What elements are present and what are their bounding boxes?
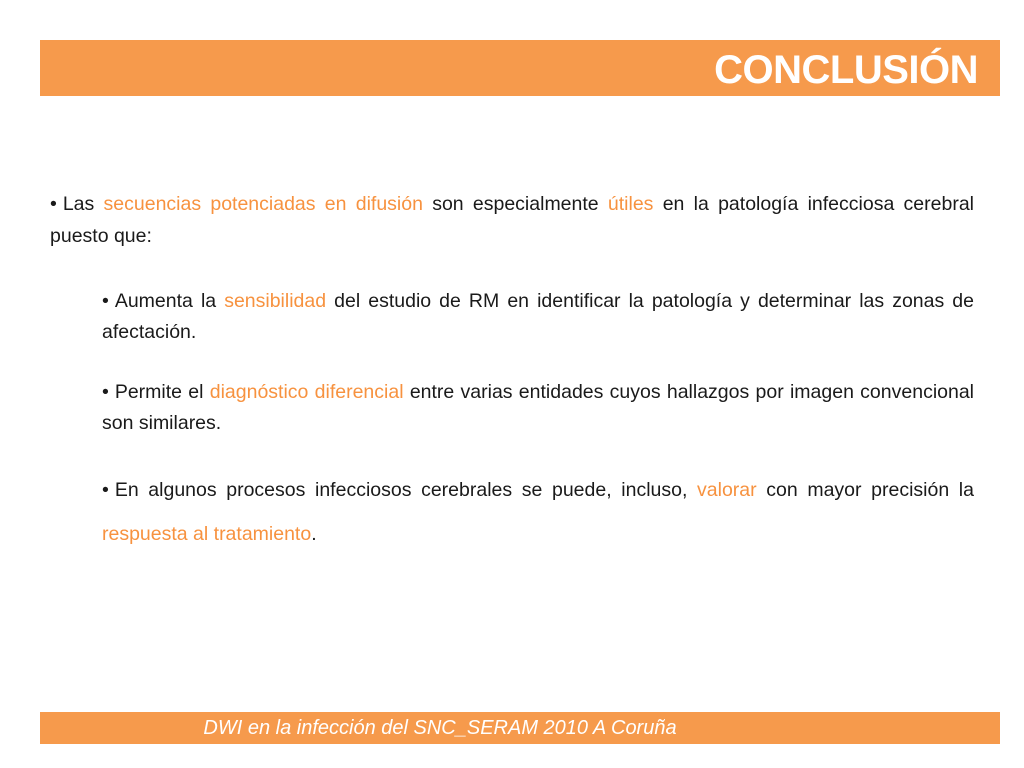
footer-bar bbox=[40, 712, 1000, 744]
point-text: entre varias entidades cuyos hallazgos por imagen convencional son similares. bbox=[102, 381, 975, 434]
bullet-icon: • bbox=[102, 290, 109, 312]
intro-paragraph bbox=[50, 188, 974, 252]
bullet-icon: • bbox=[102, 381, 109, 403]
intro-highlight-1: secuencias potenciadas en difusión bbox=[103, 193, 423, 215]
intro-highlight-2: útiles bbox=[607, 193, 654, 215]
point-highlight: diagnóstico diferencial bbox=[209, 381, 404, 403]
bullet-icon: • bbox=[50, 193, 57, 215]
point-differential-diagnosis bbox=[102, 377, 974, 439]
point-text: . bbox=[311, 523, 317, 545]
intro-text-2: son especialmente bbox=[422, 193, 608, 215]
point-highlight: respuesta al tratamiento bbox=[102, 523, 312, 545]
point-highlight: sensibilidad bbox=[224, 290, 327, 312]
point-text: En algunos procesos infecciosos cerebrales se puede, incluso, bbox=[114, 479, 698, 501]
point-text: Permite el bbox=[114, 381, 210, 403]
point-text: Aumenta la bbox=[114, 290, 225, 312]
footer-text: DWI en la infección del SNC_SERAM 2010 A Coruña bbox=[203, 717, 677, 739]
point-treatment-response bbox=[102, 468, 974, 556]
slide-title: CONCLUSIÓN bbox=[714, 48, 978, 92]
point-sensitivity bbox=[102, 286, 974, 348]
intro-text-1: Las bbox=[62, 193, 104, 215]
point-text: del estudio de RM en identificar la patología y determinar las zonas de afectación. bbox=[102, 290, 974, 343]
slide-content bbox=[50, 188, 974, 556]
intro-text-3: en la patología infecciosa cerebral puesto que: bbox=[50, 193, 974, 247]
point-highlight: valorar bbox=[697, 479, 757, 501]
point-text: con mayor precisión la bbox=[756, 479, 974, 501]
bullet-icon: • bbox=[102, 479, 109, 501]
title-bar bbox=[40, 40, 1000, 96]
